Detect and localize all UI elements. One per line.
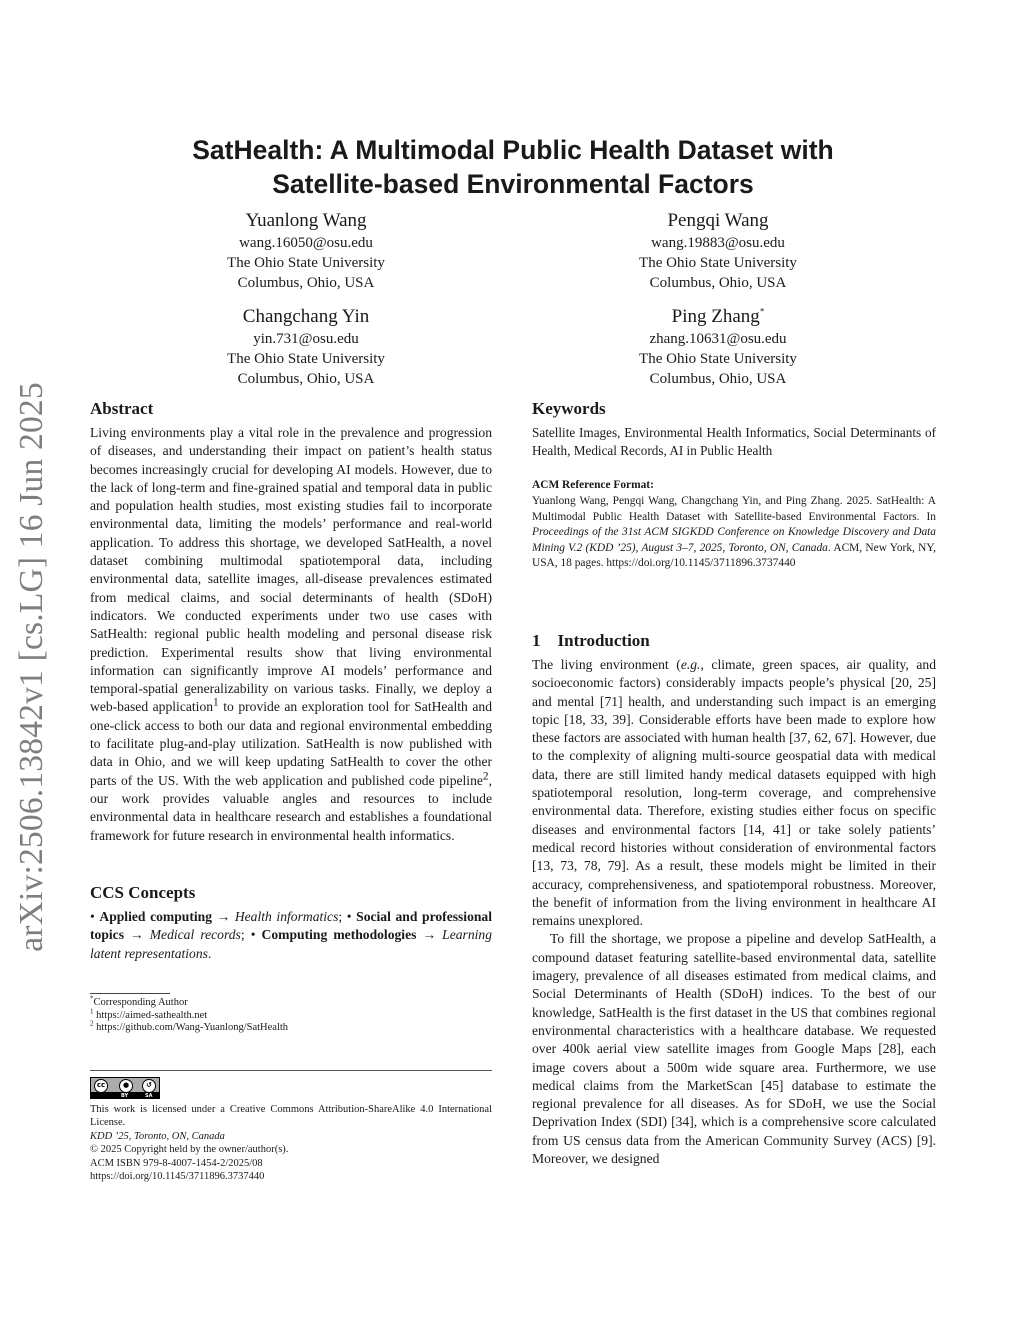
author-email[interactable]: zhang.10631@osu.edu xyxy=(649,331,787,347)
acm-ref-heading: ACM Reference Format: xyxy=(532,479,654,491)
ccs-concept: Computing methodologies xyxy=(261,927,417,943)
license-doi[interactable]: https://doi.org/10.1145/3711896.3737440 xyxy=(90,1171,265,1183)
author-name: Pengqi Wang xyxy=(667,210,769,231)
keywords-heading: Keywords xyxy=(532,399,606,418)
by-person-icon: ● xyxy=(119,1079,133,1093)
author-name-line xyxy=(538,305,898,329)
author-name: Yuanlong Wang xyxy=(245,210,367,231)
title-line-1: SatHealth: A Multimodal Public Health Dataset with xyxy=(192,135,834,165)
footnote-ref[interactable]: 2 xyxy=(482,770,489,783)
venue: KDD ’25, Toronto, ON, Canada xyxy=(90,1130,225,1142)
author-block xyxy=(126,209,486,293)
acm-ref-part: Yuanlong Wang, Pengqi Wang, Changchang Yin, and Ping Zhang. 2025. SatHealth: A Multimodal Public Health Dataset with Satellite-based Environmental Factors. In xyxy=(532,495,936,523)
ccs-subconcept: Medical records xyxy=(149,927,241,943)
cc-by-sa-badge[interactable] xyxy=(90,1077,160,1099)
ccs-subconcept: Learning latent representations xyxy=(90,927,492,961)
license-venue xyxy=(90,1130,492,1143)
acm-ref-part: . ACM, New York, NY, USA, 18 pages. https://doi.org/10.1145/3711896.3737440 xyxy=(532,541,936,570)
keywords-text: Satellite Images, Environmental Health Informatics, Social Determinants of Health, Medical Records, AI in Public Health xyxy=(532,425,936,459)
author-affiliation: The Ohio State University xyxy=(639,351,797,367)
acm-ref-proceedings: Proceedings of the 31st ACM SIGKDD Conference on Knowledge Discovery and Data Mining V.2 (KDD ’25), August 3–7, 2025, Toronto, ON, Canada xyxy=(532,526,936,554)
author-block xyxy=(538,305,898,389)
abstract-text-part: , our work provides valuable angles and resources to include environmental data in healthcare research and establishes a foundational framework for future research in environmental health informatics. xyxy=(90,772,492,843)
arrow: → xyxy=(123,927,150,943)
arxiv-stamp-text: arXiv:2506.13842v1 [cs.LG] 16 Jun 2025 xyxy=(13,381,50,952)
badge-by-label: BY xyxy=(121,1093,129,1099)
acm-ref-text xyxy=(532,494,936,572)
footnote-mark: * xyxy=(90,994,94,1003)
license-rule xyxy=(90,1070,492,1071)
text: The living environment ( xyxy=(532,657,681,672)
intro-body xyxy=(532,656,936,1168)
author-affiliation: The Ohio State University xyxy=(639,255,797,271)
title-line-2: Satellite-based Environmental Factors xyxy=(272,169,754,199)
footnote xyxy=(90,1019,490,1035)
footnote xyxy=(90,1007,490,1023)
author-block xyxy=(538,209,898,293)
ccs-subconcept: Health informatics xyxy=(234,909,339,924)
bullet: • xyxy=(90,909,100,924)
author-email[interactable]: yin.731@osu.edu xyxy=(253,331,359,347)
ccs-concept: Social and professional topics xyxy=(90,909,493,943)
author-affiliation: The Ohio State University xyxy=(227,351,385,367)
corresponding-mark: * xyxy=(759,306,765,317)
text: , climate, green spaces, air quality, and socioeconomic factors) considerably impacts people’s physical [20, 25] and mental [71] health, and understanding such impact is an emerging topic [18, 33, 39]. Considerable efforts have been made to explore how these factors are associated with human health [37, 62, 67]. However, due to the complexity of aligning multi-source geospatial data with medical data, there are still limited handy medical datasets equipped with high spatiotemporal resolution, long-term coverage, and comprehensive environmental data. Therefore, existing studies either focus on specific diseases and environmental factors [14, 41] or take solely patients’ medical record histories without consideration of environmental factors [13, 73, 78, 79]. As a result, these models might be limited in their accuracy, comprehensiveness, and spatiotemporal robustness. Moreover, the benefit of information from the living environment in healthcare AI remains unexplored. xyxy=(532,657,936,929)
author-email[interactable]: wang.16050@osu.edu xyxy=(239,235,373,251)
arrow: → xyxy=(416,927,443,943)
footnote-text: Corresponding Author xyxy=(93,997,188,1008)
separator: ; • xyxy=(240,927,262,943)
author-email[interactable]: wang.19883@osu.edu xyxy=(651,235,785,251)
license-copyright: © 2025 Copyright held by the owner/author(s). xyxy=(90,1144,289,1156)
license-text: This work is licensed under a Creative Commons Attribution-ShareAlike 4.0 International License. xyxy=(90,1104,492,1129)
author-location: Columbus, Ohio, USA xyxy=(649,371,787,387)
abstract-heading: Abstract xyxy=(90,399,154,418)
share-alike-icon: ↺ xyxy=(142,1079,156,1093)
license-isbn: ACM ISBN 979-8-4007-1454-2/2025/08 xyxy=(90,1157,263,1169)
separator: ; • xyxy=(338,909,357,924)
abstract-text-part: to provide an exploration tool for SatHealth and one-click access to both our data and regional environmental embedding to facilitate plug-and-play utilization. SatHealth is now published with data in Ohio, and we will keep updating SatHealth to cover the other parts of the US. With the web application and published code pipeline xyxy=(90,699,492,788)
ccs-text xyxy=(90,908,492,963)
author-name: Changchang Yin xyxy=(242,306,370,327)
ccs-heading: CCS Concepts xyxy=(90,883,196,902)
footnote-mark: 2 xyxy=(90,1019,94,1028)
ccs-concept: Applied computing xyxy=(99,909,213,924)
cc-icon: cc xyxy=(94,1079,108,1093)
arrow: → xyxy=(212,909,235,924)
footnote-mark: 1 xyxy=(90,1007,94,1016)
period: . xyxy=(207,945,212,961)
abstract-text-part: Living environments play a vital role in the prevalence and progression of diseases, and understanding their impact on patient’s health status becomes increasingly crucial for developing AI models. However, due to the lack of long-term and fine-grained spatial and temporal data in public and population health studies, most existing studies fail to incorporate environmental data, limiting the models’ performance and real-world application. To address this shortage, we developed SatHealth, a novel dataset combining multimodal spatiotemporal data, including environmental data, satellite images, all-disease prevalences estimated from medical claims, and social determinants of health (SDoH) indicators. We conducted experiments under two use cases with SatHealth: regional public health modeling and personal disease risk prediction. Experimental results show that living environmental information can significantly improve AI models’ performance and temporal-spatial generalizability on various tasks. Finally, we deploy a web-based application xyxy=(90,425,492,715)
intro-paragraph: To fill the shortage, we propose a pipeline and develop SatHealth, a compound dataset featuring satellite-based environmental data, satellite imagery, prevalence of all diseases estimated from medical claims, and Social Determinants of Health (SDoH) indices. To the best of our knowledge, SatHealth is the first dataset in the US that combines regional environmental characteristics with a healthcare database. We requested over 400k aerial view satellite images from Google Maps [28], each image covers about a 500m wide square area. Furthermore, we use medical claims from the MarketScan [45] database to estimate the regional prevalence for all diseases. As for SDoH, we use the Social Deprivation Index (SDI) [34], which is a comprehensive score calculated from US census data from the American Community Survey (ACS) [9]. Moreover, we designed xyxy=(532,931,936,1167)
author-location: Columbus, Ohio, USA xyxy=(237,371,375,387)
author-block xyxy=(126,305,486,389)
license-block xyxy=(90,1103,492,1183)
author-affiliation: The Ohio State University xyxy=(227,255,385,271)
footnote xyxy=(90,994,490,1010)
text-italic: e.g. xyxy=(680,657,701,672)
author-location: Columbus, Ohio, USA xyxy=(649,275,787,291)
badge-sa-label: SA xyxy=(145,1093,153,1099)
intro-paragraph xyxy=(532,656,936,930)
author-name: Ping Zhang xyxy=(671,306,760,327)
footnotes xyxy=(90,994,490,1035)
footnote-link[interactable]: https://github.com/Wang-Yuanlong/SatHealth xyxy=(96,1022,289,1034)
paper-title xyxy=(90,133,936,201)
intro-heading: 1 Introduction xyxy=(532,631,650,650)
footnote-rule xyxy=(90,993,170,994)
footnote-ref[interactable]: 1 xyxy=(213,696,219,709)
footnote-link[interactable]: https://aimed-sathealth.net xyxy=(96,1009,208,1021)
arxiv-stamp xyxy=(6,374,58,959)
abstract-text xyxy=(90,424,492,845)
author-location: Columbus, Ohio, USA xyxy=(237,275,375,291)
